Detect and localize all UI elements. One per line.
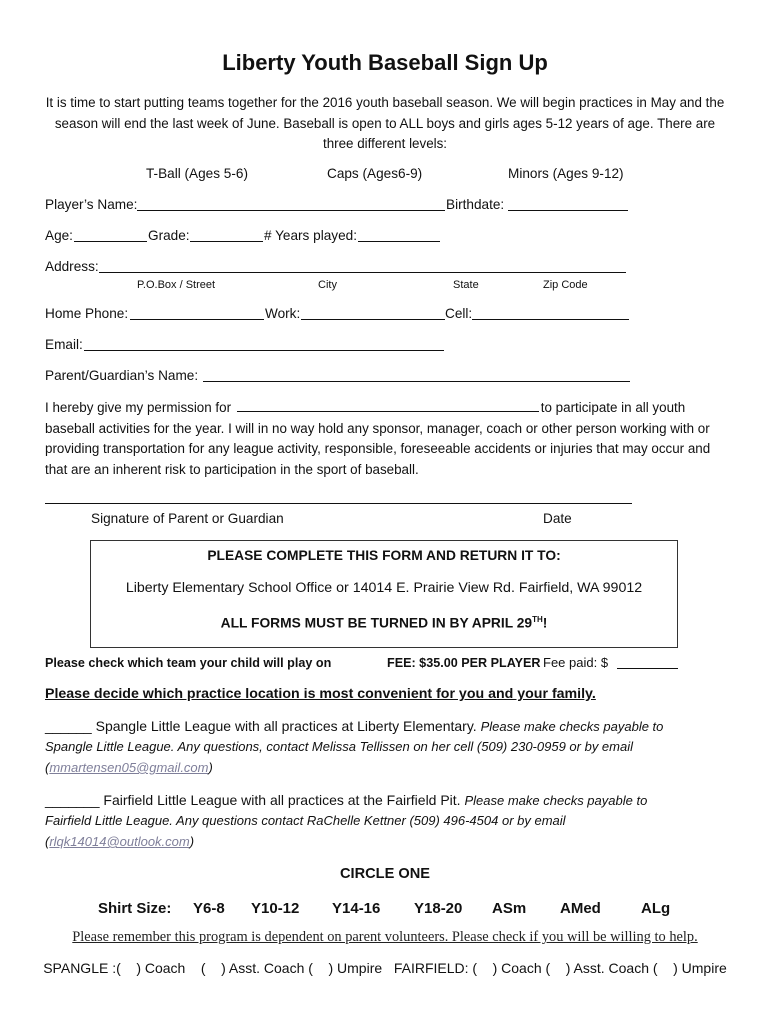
address-field[interactable] bbox=[99, 272, 626, 273]
level-caps: Caps (Ages6-9) bbox=[327, 166, 423, 181]
deadline-exclaim: ! bbox=[542, 615, 548, 631]
spangle-payable-note: Please make checks payable to bbox=[480, 719, 664, 734]
level-tball: T-Ball (Ages 5-6) bbox=[146, 166, 248, 181]
fairfield-contact-note: Fairfield Little League. Any questions contact RaChelle Kettner (509) 496-4504 or by email bbox=[45, 813, 566, 828]
fee-paid-field[interactable] bbox=[617, 668, 678, 669]
spangle-email-link[interactable]: mmartensen05@gmail.com bbox=[49, 760, 209, 775]
fairfield-payable-note: Please make checks payable to bbox=[464, 793, 648, 808]
permission-child-name-field[interactable] bbox=[237, 397, 539, 412]
fairfield-email-line bbox=[45, 833, 194, 851]
home-phone-field[interactable] bbox=[130, 319, 264, 320]
address-city-caption: City bbox=[318, 279, 337, 291]
circle-one-heading: CIRCLE ONE bbox=[340, 866, 430, 882]
birthdate-field[interactable] bbox=[508, 210, 628, 211]
shirt-size-amed[interactable]: AMed bbox=[560, 900, 601, 917]
shirt-size-y6-8[interactable]: Y6-8 bbox=[193, 900, 225, 917]
return-deadline bbox=[91, 611, 677, 633]
address-zip-caption: Zip Code bbox=[543, 279, 588, 291]
volunteer-options[interactable]: SPANGLE :( ) Coach ( ) Asst. Coach ( ) Umpire FAIRFIELD: ( ) Coach ( ) Asst. Coach ( ) Umpire bbox=[43, 960, 727, 976]
address-state-caption: State bbox=[453, 279, 479, 291]
fairfield-email-link[interactable]: rlqk14014@outlook.com bbox=[49, 834, 190, 849]
player-name-label: Player’s Name: bbox=[45, 197, 138, 212]
spangle-contact-note: Spangle Little League. Any questions, contact Melissa Tellissen on her cell (509) 230-0959 or by email bbox=[45, 739, 633, 754]
spangle-email-open-paren: ( bbox=[45, 760, 50, 775]
permission-paragraph bbox=[45, 397, 735, 480]
spangle-email-close-paren: ) bbox=[208, 760, 213, 775]
spangle-email-line bbox=[45, 759, 213, 777]
signature-line[interactable] bbox=[45, 503, 632, 504]
intro-paragraph: It is time to start putting teams together for the 2016 youth baseball season. We will begin practices in May and the season will end the last week of June. Baseball is open to ALL boys and girls ages 5-12 years of age. There are three different levels: bbox=[45, 95, 725, 151]
address-street-caption: P.O.Box / Street bbox=[137, 279, 216, 291]
parent-name-field[interactable] bbox=[203, 381, 630, 382]
shirt-size-alg[interactable]: ALg bbox=[641, 900, 671, 917]
fee-paid-label: Fee paid: $ bbox=[543, 655, 609, 670]
shirt-size-asm[interactable]: ASm bbox=[492, 900, 527, 917]
return-instructions-box bbox=[90, 540, 678, 648]
return-heading: PLEASE COMPLETE THIS FORM AND RETURN IT TO: bbox=[207, 548, 561, 563]
deadline-text: ALL FORMS MUST BE TURNED IN BY APRIL 29 bbox=[220, 615, 533, 631]
location-heading: Please decide which practice location is most convenient for you and your family. bbox=[45, 686, 596, 702]
permission-text-before: I hereby give my permission for bbox=[45, 400, 235, 415]
shirt-size-y18-20[interactable]: Y18-20 bbox=[414, 900, 463, 917]
email-label: Email: bbox=[45, 337, 83, 352]
page-title: Liberty Youth Baseball Sign Up bbox=[222, 50, 548, 75]
shirt-size-label: Shirt Size: bbox=[98, 900, 172, 917]
cell-phone-field[interactable] bbox=[472, 319, 629, 320]
permission-text-after: to participate in all youth baseball activities for the year. I will in no way hold any sponsor, manager, coach or other person working with or providing transportation for any league activity, responsible, foreseeable accidents or injuries that may occur and that are an inherent risk to participation in the sport of baseball. bbox=[45, 400, 711, 477]
volunteer-note: Please remember this program is dependent on parent volunteers. Please check if you will be willing to help. bbox=[72, 929, 698, 945]
player-name-field[interactable] bbox=[137, 210, 445, 211]
level-minors: Minors (Ages 9-12) bbox=[508, 166, 624, 181]
signature-date-label: Date bbox=[543, 511, 572, 526]
age-label: Age: bbox=[45, 228, 73, 243]
grade-field[interactable] bbox=[190, 241, 263, 242]
work-phone-field[interactable] bbox=[301, 319, 445, 320]
home-phone-label: Home Phone: bbox=[45, 306, 129, 321]
address-label: Address: bbox=[45, 259, 99, 274]
shirt-size-y10-12[interactable]: Y10-12 bbox=[251, 900, 300, 917]
check-team-instruction: Please check which team your child will play on bbox=[45, 656, 332, 670]
age-field[interactable] bbox=[74, 241, 147, 242]
cell-phone-label: Cell: bbox=[445, 306, 473, 321]
years-played-label: # Years played: bbox=[264, 228, 357, 243]
spangle-option-text: Spangle Little League with all practices at Liberty Elementary. bbox=[91, 718, 481, 734]
fairfield-email-close-paren: ) bbox=[189, 834, 195, 849]
grade-label: Grade: bbox=[148, 228, 190, 243]
parent-name-label: Parent/Guardian’s Name: bbox=[45, 368, 199, 383]
fee-amount: FEE: $35.00 PER PLAYER bbox=[387, 656, 541, 670]
deadline-superscript: TH bbox=[532, 615, 543, 624]
spangle-option bbox=[45, 717, 663, 736]
fairfield-option bbox=[45, 791, 647, 810]
fairfield-email-open-paren: ( bbox=[45, 834, 50, 849]
email-field[interactable] bbox=[84, 350, 444, 351]
years-played-field[interactable] bbox=[358, 241, 440, 242]
birthdate-label: Birthdate: bbox=[446, 197, 505, 212]
shirt-size-y14-16[interactable]: Y14-16 bbox=[332, 900, 381, 917]
spangle-checkbox-blank[interactable]: ______ bbox=[45, 718, 92, 734]
fairfield-checkbox-blank[interactable]: _______ bbox=[45, 792, 100, 808]
fairfield-option-text: Fairfield Little League with all practices at the Fairfield Pit. bbox=[99, 792, 465, 808]
work-phone-label: Work: bbox=[265, 306, 301, 321]
return-address: Liberty Elementary School Office or 14014 E. Prairie View Rd. Fairfield, WA 99012 bbox=[125, 580, 643, 596]
signature-label: Signature of Parent or Guardian bbox=[91, 511, 284, 526]
